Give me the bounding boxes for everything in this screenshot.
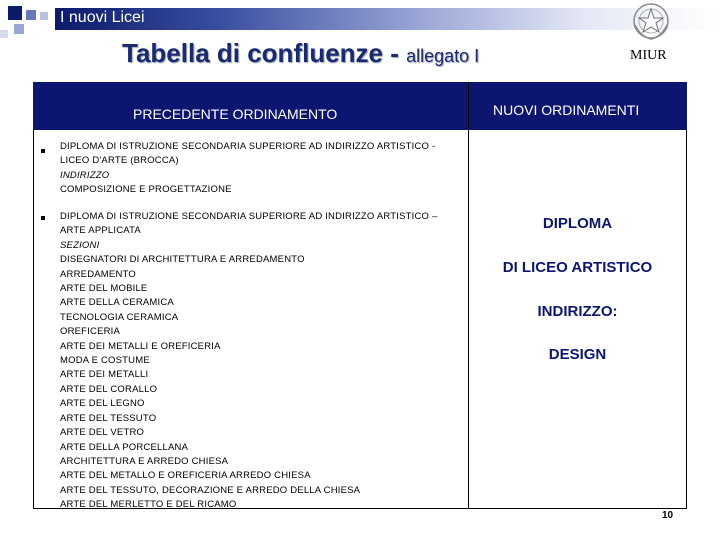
section-item: TECNOLOGIA CERAMICA bbox=[60, 311, 179, 323]
decor-square-4 bbox=[14, 24, 24, 34]
right-line-liceo: DI LICEO ARTISTICO bbox=[502, 259, 653, 276]
page-number: 10 bbox=[662, 510, 674, 521]
page-title-suffix: allegato I bbox=[406, 46, 480, 66]
title-bar bbox=[55, 8, 720, 30]
item1-line1: DIPLOMA DI ISTRUZIONE SECONDARIA SUPERIORE AD INDIRIZZO ARTISTICO - bbox=[60, 141, 436, 152]
section-item: DISEGNATORI DI ARCHITETTURA E ARREDAMENTO bbox=[60, 254, 305, 266]
decor-square-2 bbox=[26, 10, 36, 20]
bullet-icon bbox=[41, 216, 45, 220]
bullet-icon bbox=[41, 149, 45, 153]
section-item: ARTE DEL MOBILE bbox=[60, 283, 148, 295]
page-title bbox=[122, 38, 479, 69]
item2-line2: ARTE APPLICATA bbox=[60, 225, 141, 237]
item1-value: COMPOSIZIONE E PROGETTAZIONE bbox=[60, 184, 232, 196]
section-item: ARTE DELLA PORCELLANA bbox=[60, 441, 189, 453]
list-item-1 bbox=[60, 140, 435, 198]
right-line-diploma: DIPLOMA bbox=[542, 215, 613, 232]
section-item: ARTE DEI METALLI bbox=[60, 369, 149, 381]
emblem-icon bbox=[631, 1, 671, 43]
item2-line1: DIPLOMA DI ISTRUZIONE SECONDARIA SUPERIORE AD INDIRIZZO ARTISTICO – bbox=[60, 211, 438, 222]
item1-line2: LICEO D'ARTE (BROCCA) bbox=[60, 155, 179, 167]
section-item: ARTE DEL VETRO bbox=[60, 427, 145, 439]
page-title-main: Tabella di confluenze - bbox=[122, 38, 399, 68]
decor-square-1 bbox=[8, 6, 22, 20]
section-item: ARCHITETTURA E ARREDO CHIESA bbox=[60, 455, 229, 467]
section-item: ARTE DEL LEGNO bbox=[60, 398, 145, 410]
section-title: I nuovi Licei bbox=[60, 9, 145, 26]
left-header-label: PRECEDENTE ORDINAMENTO bbox=[133, 106, 338, 122]
section-item: ARTE DEL TESSUTO bbox=[60, 412, 157, 424]
section-item: ARREDAMENTO bbox=[60, 268, 136, 280]
section-item: MODA E COSTUME bbox=[60, 355, 150, 367]
section-item: ARTE DEL MERLETTO E DEL RICAMO bbox=[60, 499, 237, 511]
section-item: ARTE DEI METALLI E OREFICERIA bbox=[60, 340, 221, 352]
logo-label: MIUR bbox=[630, 48, 667, 63]
section-item: ARTE DEL METALLO E OREFICERIA ARREDO CHIESA bbox=[60, 470, 311, 482]
decor-square-5 bbox=[0, 30, 8, 38]
right-line-design: DESIGN bbox=[548, 346, 607, 363]
item1-label: INDIRIZZO bbox=[60, 169, 110, 181]
section-item: ARTE DELLA CERAMICA bbox=[60, 297, 174, 309]
list-item-2 bbox=[60, 210, 437, 513]
section-item: ARTE DEL TESSUTO, DECORAZIONE E ARREDO DELLA CHIESA bbox=[60, 484, 361, 496]
section-item: ARTE DEL CORALLO bbox=[60, 383, 158, 395]
right-line-indirizzo: INDIRIZZO: bbox=[537, 303, 618, 320]
item2-label: SEZIONI bbox=[60, 239, 100, 251]
decor-square-3 bbox=[40, 12, 48, 20]
right-header-label: NUOVI ORDINAMENTI bbox=[493, 102, 640, 118]
section-item: OREFICERIA bbox=[60, 326, 121, 338]
